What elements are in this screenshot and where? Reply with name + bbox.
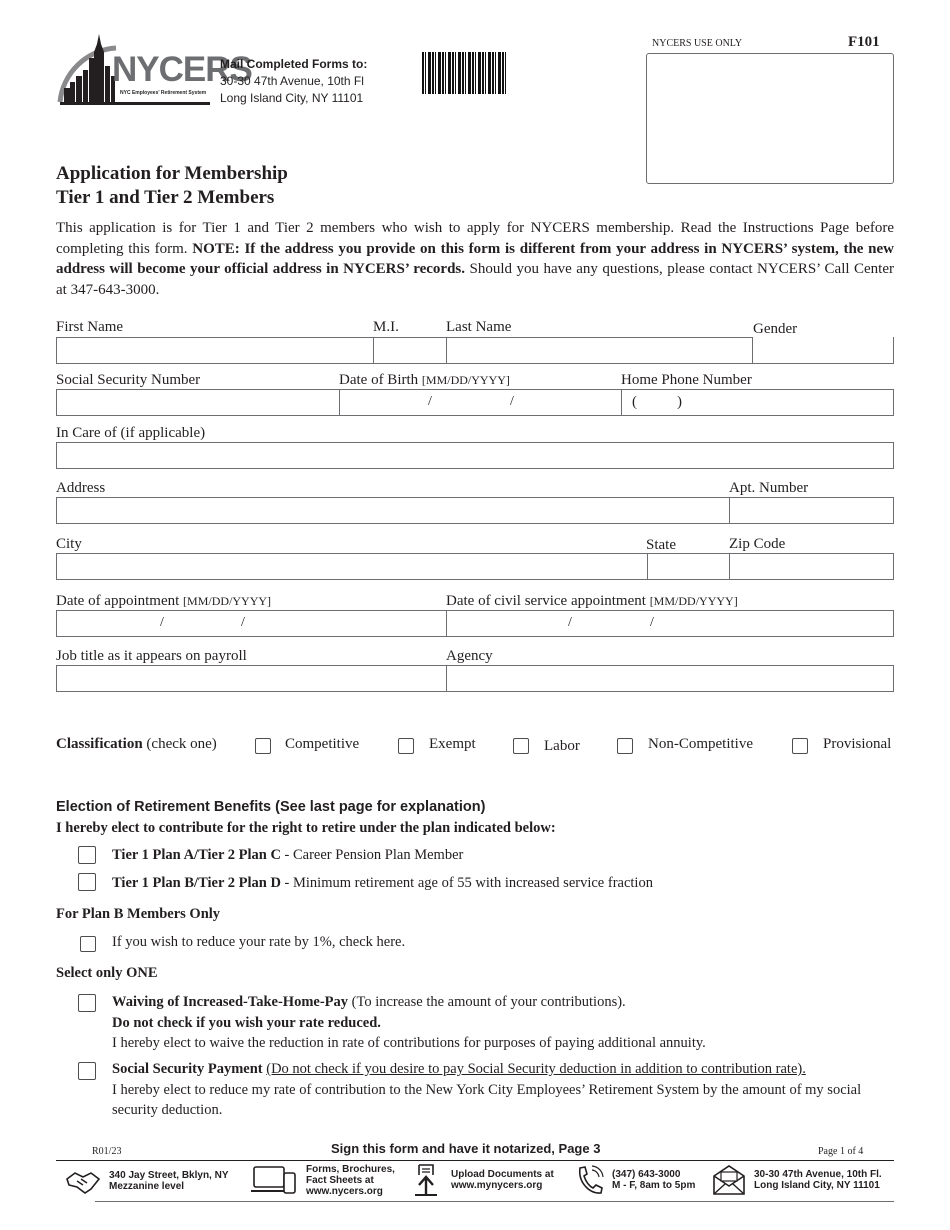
classification-label (56, 736, 217, 753)
footer-visit-text: 340 Jay Street, Bklyn, NY Mezzanine level (109, 1170, 229, 1192)
state-input[interactable] (648, 554, 729, 579)
date-civil-hint: [MM/DD/YYYY] (649, 594, 738, 608)
intro-paragraph (56, 218, 894, 300)
appt-slash-1: / (160, 615, 164, 630)
date-appointment-label (56, 593, 271, 610)
apt-label: Apt. Number (729, 480, 809, 496)
ss-note: (Do not check if you desire to pay Social Security deduction in addition to contribution rate). (266, 1061, 806, 1077)
home-phone-label: Home Phone Number (621, 372, 752, 388)
footer-mail-text: 30-30 47th Avenue, 10th Fl. Long Island City, NY 11101 (754, 1169, 882, 1191)
intro-text-1: This application is for Tier 1 and Tier 2 members who wish to apply for NYCERS membership. Read the Instructions Page before completing this form. (56, 220, 894, 257)
competitive-checkbox[interactable] (255, 738, 271, 754)
plan-a-c-checkbox[interactable] (78, 846, 96, 864)
city-label: City (56, 536, 82, 552)
last-name-input[interactable] (446, 337, 752, 364)
state-label: State (646, 537, 676, 553)
classification-hint: (check one) (142, 736, 217, 752)
dob-slash-2: / (510, 394, 514, 409)
use-only-label: NYCERS USE ONLY (652, 38, 743, 49)
in-care-of-label: In Care of (if applicable) (56, 425, 206, 441)
plan-b-d-checkbox[interactable] (78, 873, 96, 891)
dob-slash-1: / (428, 394, 432, 409)
date-appointment-input[interactable] (57, 611, 446, 636)
address-input[interactable] (57, 498, 729, 523)
last-name-label: Last Name (446, 319, 512, 335)
footer-upload-text: Upload Documents at www.mynycers.org (451, 1169, 554, 1191)
mail-icon (712, 1164, 746, 1196)
reduce-rate-checkbox[interactable] (80, 936, 96, 952)
footer-forms-text: Forms, Brochures, Fact Sheets at www.nycers.org (306, 1163, 395, 1197)
revision-code: R01/23 (92, 1146, 122, 1157)
plan-b-d-title: Tier 1 Plan B/Tier 2 Plan D (112, 875, 281, 891)
intro-text-2: Should you have any questions, please contact NYCERS’ Call Center at 347-643-3000. (56, 261, 894, 298)
zip-input[interactable] (730, 554, 893, 579)
date-appointment-hint: [MM/DD/YYYY] (183, 594, 272, 608)
plan-b-d-label (112, 875, 653, 892)
ss-line-2: I hereby elect to reduce my rate of contribution to the New York City Employees’ Retirement System by the amount of my social security deduction. (112, 1081, 862, 1118)
zip-label: Zip Code (729, 536, 786, 552)
mail-line-2: Long Island City, NY 11101 (220, 91, 364, 105)
intro-note: NOTE: If the address you provide on this form is different from your address in NYCERS’ system, the new address will become your official address in NYCERS’ records. (56, 240, 894, 277)
handshake-icon (65, 1165, 101, 1197)
phone-icon (574, 1164, 604, 1196)
plan-b-heading: For Plan B Members Only (56, 906, 221, 922)
footer-mail (712, 1164, 882, 1196)
waive-title: Waiving of Increased-Take-Home-Pay (112, 994, 349, 1010)
provisional-checkbox[interactable] (792, 738, 808, 754)
job-title-label: Job title as it appears on payroll (56, 648, 247, 664)
date-civil-input[interactable] (447, 611, 893, 636)
in-care-of-input[interactable] (56, 442, 894, 469)
date-appointment-text: Date of appointment (56, 593, 180, 609)
date-civil-label (446, 593, 738, 610)
waive-checkbox[interactable] (78, 994, 96, 1012)
footer-phone[interactable] (574, 1164, 695, 1196)
date-civil-text: Date of civil service appointment (446, 593, 646, 609)
footer-upload[interactable] (413, 1163, 554, 1197)
home-phone-input[interactable] (622, 390, 893, 415)
ssn-input[interactable] (57, 390, 339, 415)
footer-phone-text: (347) 643-3000 M - F, 8am to 5pm (612, 1169, 696, 1191)
ssn-label: Social Security Number (56, 372, 201, 388)
agency-input[interactable] (447, 666, 893, 691)
address-label: Address (56, 480, 106, 496)
devices-icon (250, 1163, 298, 1197)
name-row (56, 337, 894, 364)
city-state-zip-row (56, 553, 894, 580)
plan-a-c-title: Tier 1 Plan A/Tier 2 Plan C (112, 847, 281, 863)
nycers-use-only-box (646, 53, 894, 184)
address-row (56, 497, 894, 524)
logo-subtext: NYC Employees' Retirement System (120, 90, 207, 96)
social-security-block (112, 1059, 894, 1121)
election-heading: Election of Retirement Benefits (See last page for explanation) (56, 799, 486, 815)
select-one-heading: Select only ONE (56, 965, 158, 981)
apt-input[interactable] (730, 498, 893, 523)
ss-title: Social Security Payment (112, 1061, 263, 1077)
logo-text: NYCERS (112, 50, 252, 89)
dob-label (339, 372, 510, 389)
civil-slash-1: / (568, 615, 572, 630)
upload-icon (413, 1163, 443, 1197)
title-line-2: Tier 1 and Tier 2 Members (56, 187, 275, 208)
footer-rule (56, 1160, 894, 1161)
gender-label: Gender (753, 321, 798, 337)
labor-label: Labor (544, 738, 580, 754)
agency-label: Agency (446, 648, 493, 664)
footer-bottom-rule (95, 1201, 894, 1202)
reduce-rate-label: If you wish to reduce your rate by 1%, check here. (112, 934, 406, 950)
appt-slash-2: / (241, 615, 245, 630)
mail-line-1: 30-30 47th Avenue, 10th Fl (220, 74, 364, 88)
waive-line-1 (112, 992, 706, 1013)
phone-paren-open: ( (632, 394, 637, 410)
mi-label: M.I. (373, 319, 399, 335)
ss-line-1 (112, 1059, 894, 1080)
gender-input[interactable] (752, 337, 893, 363)
footer-forms[interactable] (250, 1163, 395, 1197)
form-id: F101 (848, 34, 880, 50)
mi-input[interactable] (373, 337, 446, 364)
social-security-checkbox[interactable] (78, 1062, 96, 1080)
election-subheading: I hereby elect to contribute for the right to retire under the plan indicated below: (56, 820, 556, 836)
first-name-label: First Name (56, 319, 124, 335)
provisional-label: Provisional (823, 736, 892, 752)
page-number: Page 1 of 4 (818, 1146, 864, 1157)
exempt-label: Exempt (429, 736, 476, 752)
job-agency-row (56, 665, 894, 692)
phone-paren-close: ) (677, 394, 682, 410)
competitive-label: Competitive (285, 736, 360, 752)
sign-notice: Sign this form and have it notarized, Page 3 (331, 1141, 601, 1156)
waive-line-2: Do not check if you wish your rate reduced. (112, 1014, 381, 1031)
job-title-input[interactable] (57, 666, 446, 691)
non-competitive-label: Non-Competitive (648, 736, 753, 752)
title-line-1: Application for Membership (56, 163, 288, 184)
mail-address-block (220, 56, 367, 107)
barcode (422, 52, 507, 94)
labor-checkbox[interactable] (513, 738, 529, 754)
plan-a-c-label (112, 847, 463, 864)
non-competitive-checkbox[interactable] (617, 738, 633, 754)
dob-label-text: Date of Birth (339, 372, 419, 388)
civil-slash-2: / (650, 615, 654, 630)
plan-b-d-desc: - Minimum retirement age of 55 with increased service fraction (280, 875, 653, 891)
waive-line-3: I hereby elect to waive the reduction in rate of contributions for purposes of paying additional annuity. (112, 1035, 706, 1051)
dob-format-hint: [MM/DD/YYYY] (421, 373, 510, 387)
first-name-input[interactable] (57, 337, 373, 364)
dob-input[interactable] (340, 390, 621, 415)
dates-row (56, 610, 894, 637)
exempt-checkbox[interactable] (398, 738, 414, 754)
classification-title: Classification (56, 736, 143, 752)
mail-title: Mail Completed Forms to: (220, 57, 368, 71)
footer-visit (65, 1165, 229, 1197)
ssn-dob-phone-row (56, 389, 894, 416)
waive-desc: (To increase the amount of your contributions). (348, 994, 626, 1010)
page-title (56, 162, 288, 210)
city-input[interactable] (57, 554, 647, 579)
plan-a-c-desc: - Career Pension Plan Member (280, 847, 464, 863)
waive-block (112, 992, 706, 1054)
